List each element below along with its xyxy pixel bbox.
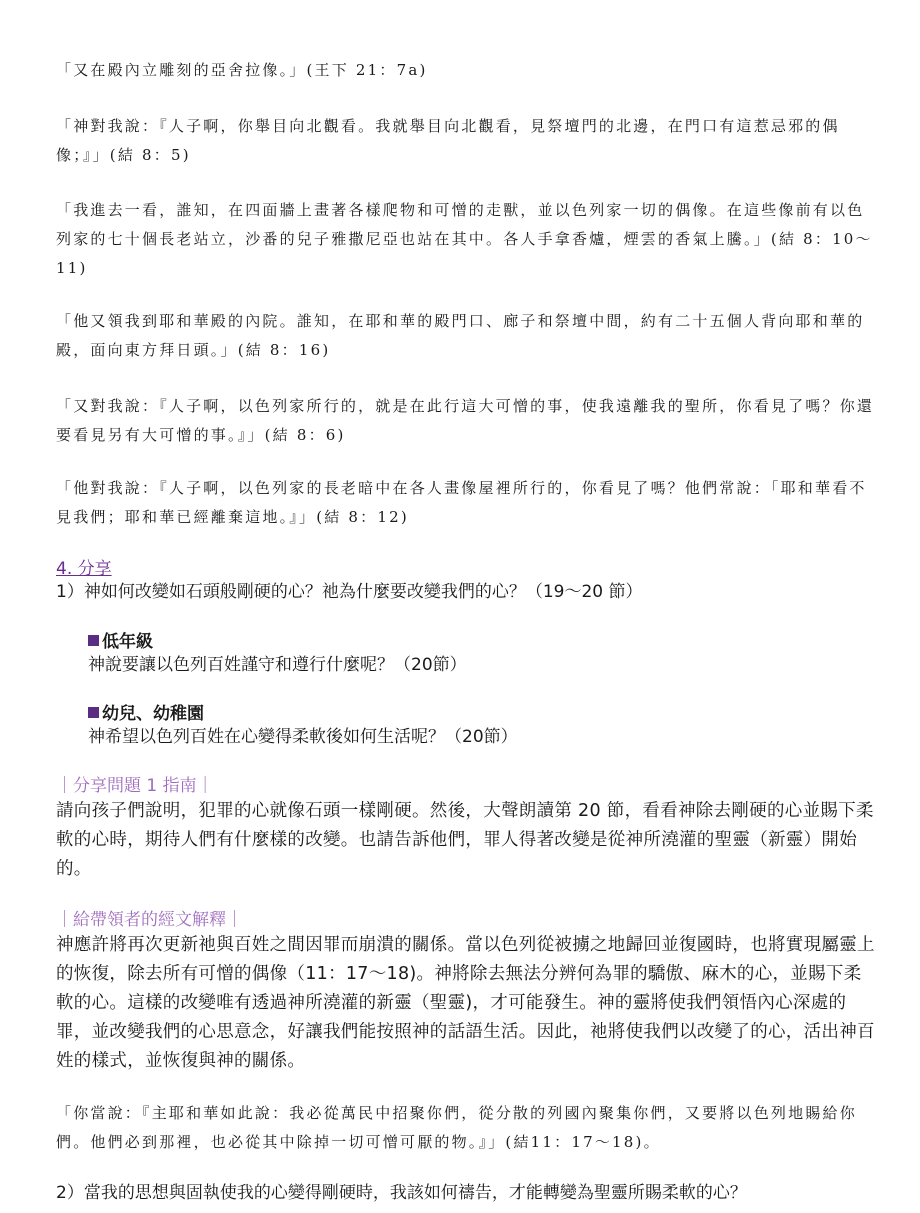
low-grade-title: [88, 630, 153, 654]
low-grade-question: 神說要讓以色列百姓謹守和遵行什麼呢？（20節）: [88, 655, 467, 675]
scripture-quote: 「我進去一看，誰知，在四面牆上畫著各樣爬物和可憎的走獸，並以色列家一切的偶像。在這些像前有以色列家的七十個長老站立，沙番的兒子雅撒尼亞也站在其中。各人手拿香爐，煙雲的香氣上騰。」(結 8：10～11): [56, 201, 873, 277]
low-grade-label: 低年級: [102, 632, 153, 652]
square-bullet-icon: [88, 635, 99, 646]
scripture-quote: 「又對我說：『人子啊，以色列家所行的，就是在此行這大可憎的事，使我遠離我的聖所，你看見了嗎？你還要看見另有大可憎的事。』」(結 8：6): [56, 397, 875, 444]
kindergarten-question: 神希望以色列百姓在心變得柔軟後如何生活呢？（20節）: [88, 727, 518, 747]
discussion-question-2: 2）當我的思想與固執使我的心變得剛硬時，我該如何禱告，才能轉變為聖靈所賜柔軟的心？: [56, 1183, 747, 1203]
scripture-quote: 「神對我說：『人子啊，你舉目向北觀看。我就舉目向北觀看，見祭壇門的北邊，在門口有這惹忌邪的偶像；』」(結 8：5): [56, 117, 840, 164]
square-bullet-icon: [88, 707, 99, 718]
commentary-text: 神應許將再次更新祂與百姓之間因罪而崩潰的關係。當以色列從被擄之地歸回並復國時，也將實現屬靈上的恢復，除去所有可憎的偶像（11：17～18)。神將除去無法分辨何為罪的驕傲、麻木的心，並賜下柔軟的心。這樣的改變唯有透過神所澆灌的新靈（聖靈)，才可能發生。神的靈將使我們領悟內心深處的罪，並改變我們的心思意念，好讓我們能按照神的話語生活。因此，祂將使我們以改變了的心，活出神百姓的樣式，並恢復與神的關係。: [56, 935, 875, 1071]
scripture-quote: 「他又領我到耶和華殿的內院。誰知，在耶和華的殿門口、廊子和祭壇中間，約有二十五個人背向耶和華的殿，面向東方拜日頭。」(結 8：16): [56, 312, 865, 359]
scripture-quote: 「又在殿內立雕刻的亞舍拉像。」(王下 21：7a): [56, 61, 428, 79]
scripture-quote: 「你當說：『主耶和華如此說：我必從萬民中招聚你們，從分散的列國內聚集你們，又要將以色列地賜給你們。他們必到那裡，也必從其中除掉一切可憎可厭的物。』」(結11：17～18)。: [56, 1104, 857, 1151]
guide-text: 請向孩子們說明，犯罪的心就像石頭一樣剛硬。然後，大聲朗讀第 20 節，看看神除去剛硬的心並賜下柔軟的心時，期待人們有什麼樣的改變。也請告訴他們，罪人得著改變是從神所澆灌的聖靈（新靈）開始的。: [56, 801, 874, 879]
kindergarten-label: 幼兒、幼稚園: [102, 704, 204, 724]
scripture-quote: 「他對我說：『人子啊，以色列家的長老暗中在各人畫像屋裡所行的，你看見了嗎？他們常說：「耶和華看不見我們；耶和華已經離棄這地。』」(結 8：12): [56, 479, 867, 526]
section-heading: 4. 分享: [56, 559, 112, 579]
guide-title: ｜分享問題 1 指南｜: [56, 776, 214, 796]
kindergarten-title: [88, 702, 204, 726]
commentary-title: ｜給帶領者的經文解釋｜: [56, 910, 243, 930]
discussion-question-1: 1）神如何改變如石頭般剛硬的心？祂為什麼要改變我們的心？（19～20 節）: [56, 582, 643, 602]
